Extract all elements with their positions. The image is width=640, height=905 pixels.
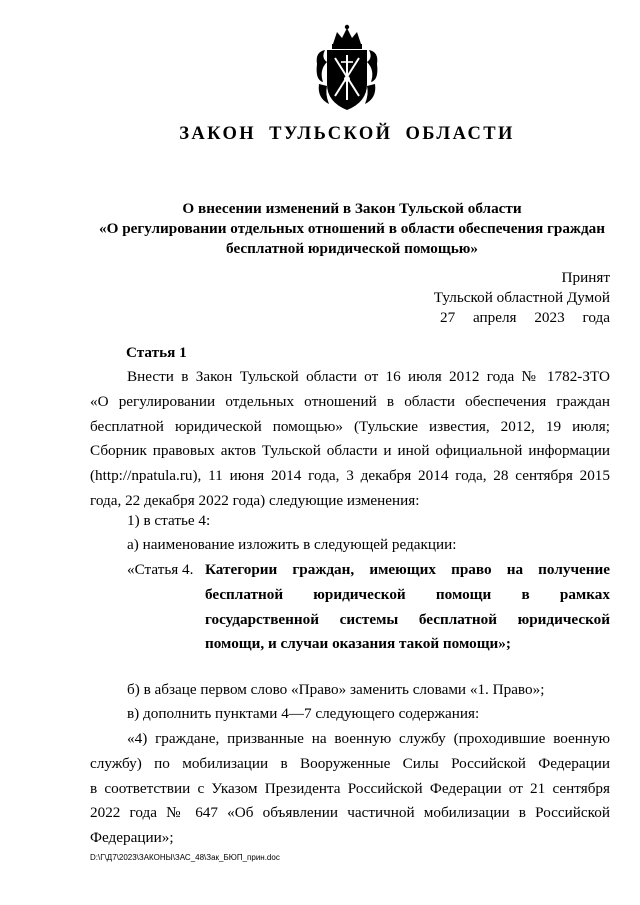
- adopted-by: Тульской областной Думой: [433, 289, 610, 306]
- point-line: 2022 года № 647 «Об объявлении частичной мобилизации в Российской: [90, 804, 610, 822]
- point-line: Федерации»;: [90, 829, 174, 847]
- body-line: Сборник правовых актов Тульской области и иной официальной информации: [90, 442, 610, 460]
- coat-of-arms-icon: [313, 22, 381, 114]
- adopted-year-word: года: [582, 309, 610, 326]
- article-4-new-title: [127, 558, 610, 657]
- subject-line: «О регулировании отдельных отношений в области обеспечения граждан: [99, 220, 605, 237]
- adopted-month: апреля: [472, 309, 517, 326]
- item-v: в) дополнить пунктами 4—7 следующего содержания:: [127, 705, 480, 722]
- point-4: [90, 727, 610, 851]
- item-b: б) в абзаце первом слово «Право» заменить словами «1. Право»;: [127, 681, 545, 698]
- body-line: Внести в Закон Тульской области от 16 июля 2012 года № 1782-ЗТО: [127, 368, 610, 385]
- quote-line: государственной системы бесплатной юридической: [205, 610, 610, 628]
- body-line: года, 22 декабря 2022 года) следующие изменения:: [90, 491, 420, 509]
- item-1: 1) в статье 4:: [127, 512, 211, 529]
- item-a: а) наименование изложить в следующей редакции:: [127, 536, 457, 553]
- body-line: (http://npatula.ru), 11 июня 2014 года, 3 декабря 2014 года, 28 сентября 2015: [90, 467, 610, 485]
- subject-line: бесплатной юридической помощью»: [226, 240, 478, 257]
- body-line: «О регулировании отдельных отношений в области обеспечения граждан: [90, 392, 610, 410]
- article-heading: Статья 1: [126, 344, 187, 361]
- file-path-footer: D:\Г\Д7\2023\ЗАКОНЫ\ЗАС_48\Зак_БЮП_прин.doc: [90, 853, 280, 862]
- point-line: службу) по мобилизации в Вооруженные Силы Российской Федерации: [90, 754, 610, 772]
- subject-line: О внесении изменений в Закон Тульской области: [182, 200, 522, 217]
- quote-line: помощи, и случаи оказания такой помощи»;: [205, 635, 511, 653]
- point-line: «4) граждане, призванные на военную службу (проходившие военную: [127, 730, 610, 747]
- law-title: ЗАКОН ТУЛЬСКОЙ ОБЛАСТИ: [179, 124, 515, 144]
- point-line: в соответствии с Указом Президента Российской Федерации от 21 сентября: [90, 779, 610, 797]
- adopted-label: Принят: [561, 269, 610, 286]
- adoption-block: [402, 268, 610, 328]
- adopted-day: 27: [440, 309, 456, 326]
- body-line: бесплатной юридической помощью» (Тульские известия, 2012, 19 июля;: [90, 417, 610, 435]
- quote-label: «Статья 4.: [127, 561, 194, 578]
- quote-line: Категории граждан, имеющих право на получение: [205, 561, 610, 578]
- law-subject: [92, 199, 612, 259]
- adopted-year: 2023: [534, 309, 565, 326]
- adopted-date: [402, 308, 610, 328]
- quote-line: бесплатной юридической помощи в рамках: [205, 585, 610, 603]
- article-body: [90, 365, 610, 514]
